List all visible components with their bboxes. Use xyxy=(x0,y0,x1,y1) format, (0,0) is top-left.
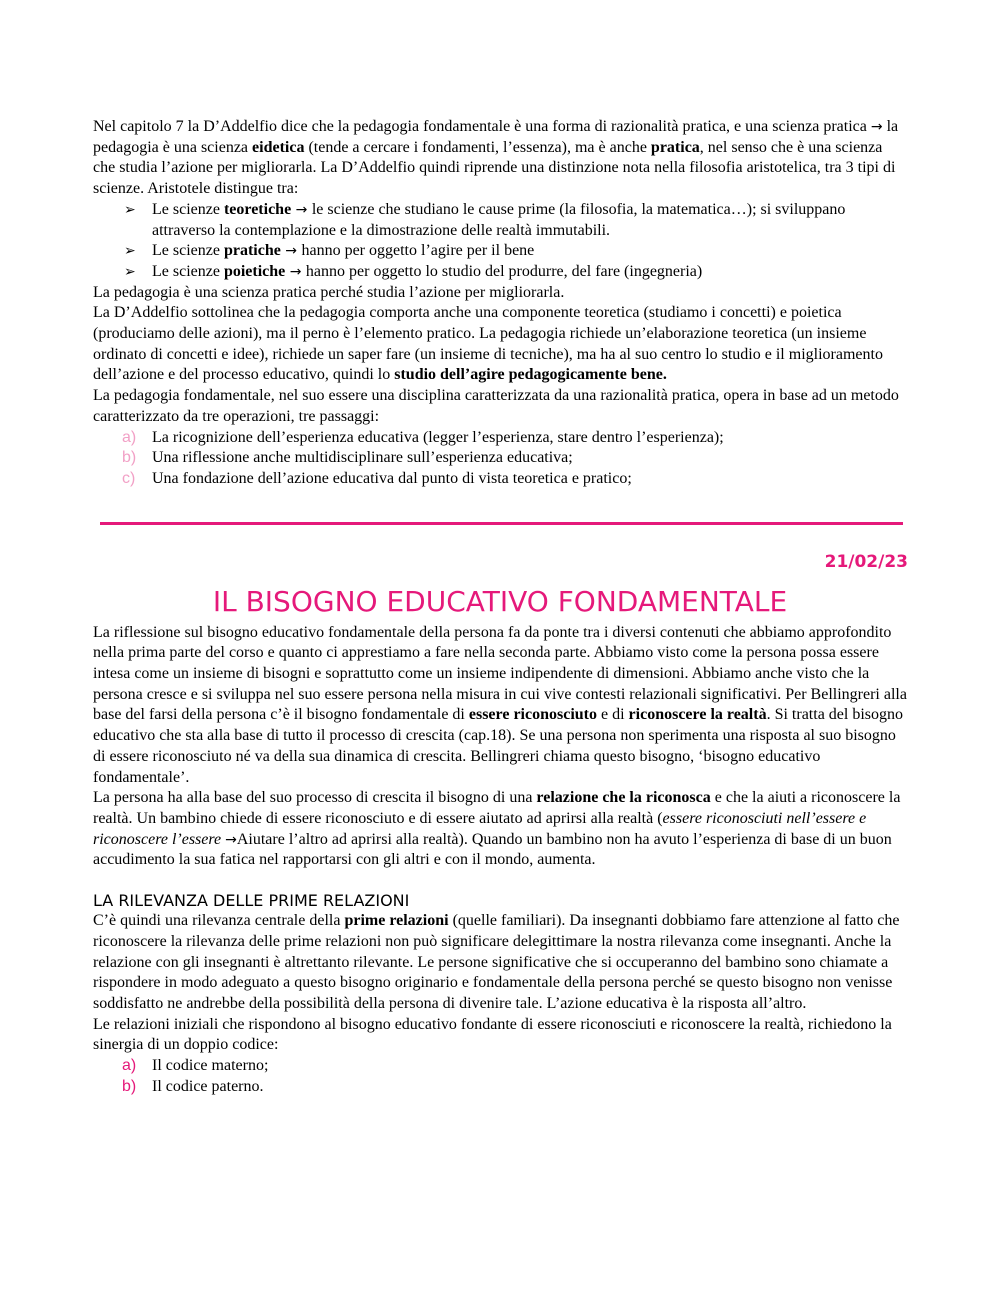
list-item-theoretical-sciences xyxy=(93,200,907,241)
text-run: Nel capitolo 7 la D’Addelfio dice che la pedagogia fondamentale è una forma di razionalità pratica, e una scienza pratica xyxy=(93,118,871,135)
section-divider xyxy=(100,522,903,525)
intro-paragraph-4: La pedagogia fondamentale, nel suo essere una disciplina caratterizzata da una razionalità pratica, opera in base ad un metodo caratterizzato da tre operazioni, tre passaggi: xyxy=(93,387,899,425)
list-item-practical-sciences xyxy=(93,241,907,262)
list-item-text: Il codice materno; xyxy=(152,1057,269,1075)
list-item-text: La ricognizione dell’esperienza educativa (legger l’esperienza, stare dentro l’esperienza); xyxy=(152,428,724,446)
bold-phrase: prime relazioni xyxy=(344,912,449,930)
subsection-paragraph-2: Le relazioni iniziali che rispondono al bisogno educativo fondante di essere riconosciuti e riconoscere la realtà, richiedono la sinergia di un doppio codice: xyxy=(93,1015,892,1054)
bold-term: teoretiche xyxy=(223,200,292,218)
right-arrow-icon: → xyxy=(285,263,306,280)
list-item-maternal-code xyxy=(93,1056,907,1077)
list-marker: c) xyxy=(122,469,136,487)
list-marker: b) xyxy=(122,449,137,467)
bold-term-eidetica: eidetica xyxy=(252,138,305,156)
list-item-text: Una fondazione dell’azione educativa dal punto di vista teoretica e pratico; xyxy=(152,469,632,487)
bold-term: pratiche xyxy=(223,242,281,260)
text-run: (tende a cercare i fondamenti, l’essenza), ma è anche xyxy=(304,138,651,156)
text-run: hanno per oggetto l’agire per il bene xyxy=(301,242,535,260)
text-run: la pedagogia è una scienza xyxy=(93,118,899,156)
list-marker: a) xyxy=(122,1057,137,1075)
list-item-paternal-code xyxy=(93,1077,907,1098)
right-arrow-icon: → xyxy=(291,201,312,218)
bold-phrase: relazione che la riconosca xyxy=(536,789,711,807)
text-run: Le scienze xyxy=(152,242,224,260)
document-body xyxy=(93,117,907,1097)
text-run: (quelle familiari). Da insegnanti dobbiamo fare attenzione al fatto che riconoscere la rilevanza delle prime relazioni non può significare delegittimare la nostra rilevanza come insegnanti. Anche la relazione con gli insegnanti è altrettanto rilevante. Le persone significative che si occuperanno del bambino sono chiamate a rispondere in modo adeguato a questo bisogno originario e fondamentale della persona perché se questo bisogno non venisse soddisfatto ne andrebbe della possibilità della persona di divenire tale. L’azione educativa è la risposta all’altro. xyxy=(93,912,900,1012)
bold-term-pratica: pratica xyxy=(650,138,700,156)
text-run: , nel senso che è una scienza che studia l’azione per migliorarla. La D’Addelfio quindi riprende una distinzione nota nella filosofia aristotelica, tra 3 tipi di scienze. Aristotele distingue tra: xyxy=(93,138,896,198)
text-run: La riflessione sul bisogno educativo fondamentale della persona fa da ponte tra i diversi contenuti che abbiamo approfondito nella prima parte del corso e quanto ci apprestiamo a fare nella seconda parte. Abbiamo visto come la persona possa essere intesa come un insieme di bisogni e soprattutto come un insieme indipendente di dimensioni. Abbiamo anche visto che la persona cresce e si sviluppa nel suo essere persona nella misura in cui vive contesti relazionali significativi. Per Bellingreri alla base del farsi della persona c’è il bisogno fondamentale di xyxy=(93,623,907,724)
list-marker: a) xyxy=(122,428,137,446)
list-item-step-a xyxy=(93,428,907,449)
bold-phrase: riconoscere la realtà xyxy=(628,706,767,724)
text-run: e che la aiuti a riconoscere la realtà. Un bambino chiede di essere riconosciuto e di essere aiutato ad aprirsi alla realtà ( xyxy=(93,789,901,827)
list-item-poietic-sciences xyxy=(93,262,907,283)
bold-phrase: studio dell’agire pedagogicamente bene. xyxy=(394,366,667,384)
text-run: hanno per oggetto lo studio del produrre, del fare (ingegneria) xyxy=(305,262,703,280)
text-run: La D’Addelfio sottolinea che la pedagogia comporta anche una componente teoretica (studiamo i concetti) e poietica (produciamo delle azioni), ma il perno è l’elemento pratico. La pedagogia richiede un’elaborazione teoretica (un insieme ordinato di concetti e idee), richiede un saper fare (un insieme di tecniche), ma ha al suo centro lo studio e il miglioramento dell’azione e del processo educativo, quindi lo xyxy=(93,304,883,384)
bold-term: poietiche xyxy=(223,262,286,280)
intro-paragraph-1 xyxy=(93,117,907,200)
list-item-step-b xyxy=(93,448,907,469)
section-paragraph-2 xyxy=(93,788,907,871)
list-marker: b) xyxy=(122,1077,137,1095)
italic-phrase: essere riconosciuti nell’essere e riconoscere l’essere xyxy=(93,809,867,848)
text-run: le scienze che studiano le cause prime (la filosofia, la matematica…); si sviluppano attraverso la contemplazione e la dimostrazione delle realtà immutabili. xyxy=(152,200,846,239)
text-run: Aiutare l’altro ad aprirsi alla realtà). Quando un bambino non ha avuto l’esperienza di base di un buon accudimento la sua fatica nel rapportarsi con gli altri e con il mondo, aumenta. xyxy=(93,830,892,869)
sciences-list xyxy=(93,200,907,283)
method-steps-list xyxy=(93,428,907,490)
lecture-date: 21/02/23 xyxy=(824,551,908,572)
subsection-paragraph-1 xyxy=(93,911,907,1015)
intro-paragraph-3 xyxy=(93,303,907,386)
text-run: . Si tratta del bisogno educativo che sta alla base di tutto il processo di crescita (cap.18). Se una persona non sperimenta una risposta al suo bisogno di essere riconosciuto né va della sua dinamica di crescita. Bellingreri chiama questo bisogno, ‘bisogno educativo fondamentale’. xyxy=(93,706,904,786)
right-arrow-icon: → xyxy=(280,243,302,260)
list-item-step-c xyxy=(93,469,907,490)
section-paragraph-1 xyxy=(93,623,907,789)
section-title: IL BISOGNO EDUCATIVO FONDAMENTALE xyxy=(212,584,788,618)
list-item-text: Il codice paterno. xyxy=(152,1077,264,1095)
text-run: C’è quindi una rilevanza centrale della xyxy=(93,912,345,930)
text-run: Le scienze xyxy=(152,200,224,218)
bold-phrase: essere riconosciuto xyxy=(468,706,597,724)
list-item-text: Una riflessione anche multidisciplinare sull’esperienza educativa; xyxy=(152,449,573,467)
text-run: e di xyxy=(597,706,629,724)
text-run: La persona ha alla base del suo processo di crescita il bisogno di una xyxy=(93,789,537,807)
subsection-title: LA RILEVANZA DELLE PRIME RELAZIONI xyxy=(93,891,410,911)
right-arrow-icon: → xyxy=(225,831,237,848)
codes-list xyxy=(93,1056,907,1097)
intro-paragraph-2: La pedagogia è una scienza pratica perché studia l’azione per migliorarla. xyxy=(93,283,565,301)
text-run: Le scienze xyxy=(152,262,224,280)
right-arrow-icon: → xyxy=(870,119,883,135)
